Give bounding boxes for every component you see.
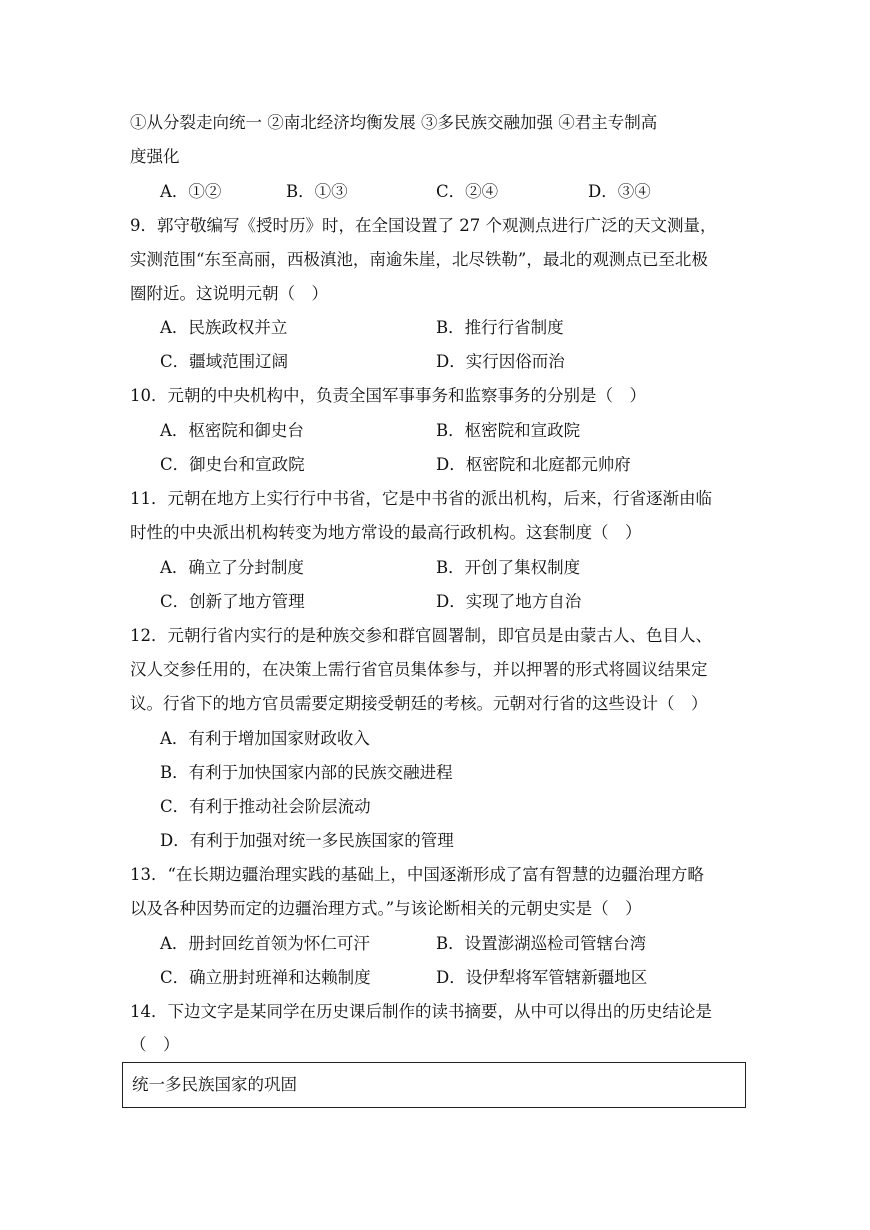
q12-option-c[interactable]: C．有利于推动社会阶层流动 xyxy=(160,797,371,816)
q12-option-d[interactable]: D．有利于加强对统一多民族国家的管理 xyxy=(160,831,454,850)
q10-option-b[interactable]: B．枢密院和宣政院 xyxy=(436,421,581,440)
q8-option-b[interactable]: B．①③ xyxy=(286,182,348,201)
q11-option-d[interactable]: D．实现了地方自治 xyxy=(436,592,582,611)
q11-option-c[interactable]: C．创新了地方管理 xyxy=(160,592,305,611)
q10-option-a[interactable]: A．枢密院和御史台 xyxy=(160,421,304,440)
q9-option-b[interactable]: B．推行行省制度 xyxy=(436,318,564,337)
reading-summary-box xyxy=(122,1062,746,1108)
q12-stem-line-2: 汉人交参任用的，在决策上需行省官员集体参与，并以押署的形式将圆议结果定 xyxy=(130,660,708,679)
q11-stem-line-1: 11．元朝在地方上实行行中书省，它是中书省的派出机构，后来，行省逐渐由临 xyxy=(130,489,712,508)
q9-option-c[interactable]: C．疆域范围辽阔 xyxy=(160,352,289,371)
q12-stem-line-1: 12．元朝行省内实行的是种族交参和群官圆署制，即官员是由蒙古人、色目人、 xyxy=(130,626,712,645)
q12-stem-line-3: 议。行省下的地方官员需要定期接受朝廷的考核。元朝对行省的这些设计（ ） xyxy=(130,694,708,713)
q14-stem-line-1: 14．下边文字是某同学在历史课后制作的读书摘要，从中可以得出的历史结论是 xyxy=(130,1002,712,1021)
q9-stem-line-2: 实测范围“东至高丽，西极滇池，南逾朱崖，北尽铁勒”，最北的观测点已至北极 xyxy=(130,250,708,269)
q9-stem-line-1: 9．郭守敬编写《授时历》时，在全国设置了 27 个观测点进行广泛的天文测量， xyxy=(130,216,717,235)
q11-option-b[interactable]: B．开创了集权制度 xyxy=(436,558,581,577)
q11-stem-line-2: 时性的中央派出机构转变为地方常设的最高行政机构。这套制度（ ） xyxy=(130,523,642,542)
q13-stem-line-1: 13．“在长期边疆治理实践的基础上，中国逐渐形成了富有智慧的边疆治理方略 xyxy=(130,865,704,884)
q11-option-a[interactable]: A．确立了分封制度 xyxy=(160,558,304,577)
q13-option-a[interactable]: A．册封回纥首领为怀仁可汗 xyxy=(160,934,370,953)
q12-option-a[interactable]: A．有利于增加国家财政收入 xyxy=(160,729,370,748)
q8-items-cont: 度强化 xyxy=(130,147,180,166)
q9-option-d[interactable]: D．实行因俗而治 xyxy=(436,352,565,371)
q13-option-d[interactable]: D．设伊犁将军管辖新疆地区 xyxy=(436,968,648,987)
q10-option-d[interactable]: D．枢密院和北庭都元帅府 xyxy=(436,455,631,474)
q8-option-c[interactable]: C．②④ xyxy=(436,182,499,201)
q9-stem-line-3: 圈附近。这说明元朝（ ） xyxy=(130,284,328,303)
q12-option-b[interactable]: B．有利于加快国家内部的民族交融进程 xyxy=(160,763,453,782)
q13-option-b[interactable]: B．设置澎湖巡检司管辖台湾 xyxy=(436,934,647,953)
q8-option-d[interactable]: D．③④ xyxy=(588,182,651,201)
q13-option-c[interactable]: C．确立册封班禅和达赖制度 xyxy=(160,968,371,987)
q8-items-line: ①从分裂走向统一 ②南北经济均衡发展 ③多民族交融加强 ④君主专制高 xyxy=(130,113,658,132)
q10-option-c[interactable]: C．御史台和宣政院 xyxy=(160,455,305,474)
q9-option-a[interactable]: A．民族政权并立 xyxy=(160,318,288,337)
q10-stem-line-1: 10．元朝的中央机构中，负责全国军事事务和监察事务的分别是（ ） xyxy=(130,386,646,405)
q14-stem-line-2: （ ） xyxy=(130,1035,180,1054)
q13-stem-line-2: 以及各种因势而定的边疆治理方式。”与该论断相关的元朝史实是（ ） xyxy=(130,899,642,918)
reading-summary-title: 统一多民族国家的巩固 xyxy=(132,1075,297,1094)
q8-option-a[interactable]: A．①② xyxy=(160,182,222,201)
